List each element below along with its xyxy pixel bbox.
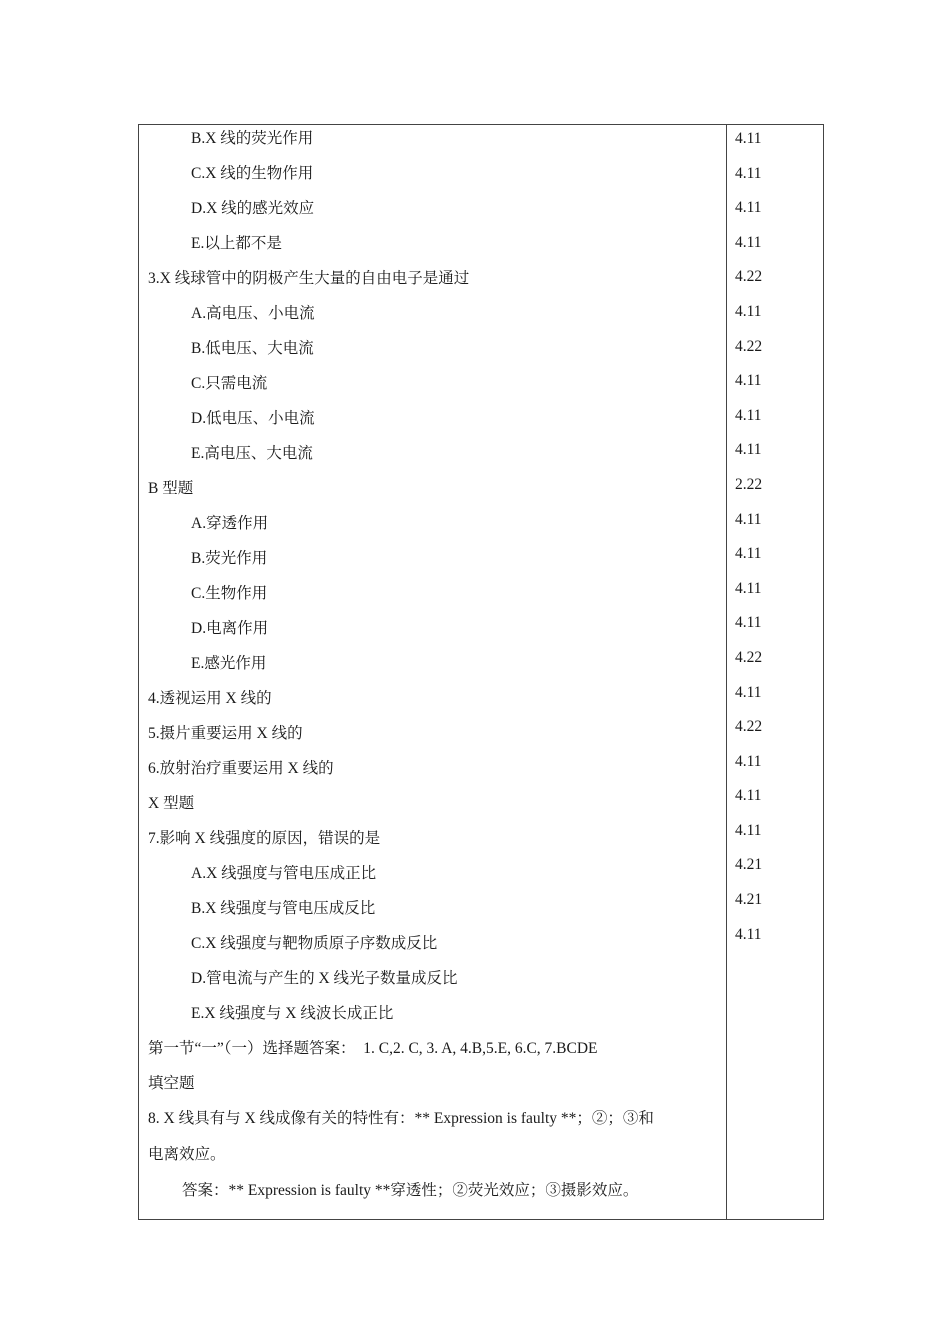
text-line: B.X 线的荧光作用 — [191, 130, 314, 147]
value-cell: 4.11 — [735, 925, 762, 943]
text-line: 5.摄片重要运用 X 线的 — [148, 725, 303, 742]
value-cell: 4.11 — [735, 510, 762, 528]
text-line: 4.透视运用 X 线的 — [148, 690, 272, 707]
text-line: 3.X 线球管中的阴极产生大量的自由电子是通过 — [148, 270, 470, 287]
text-line: E.X 线强度与 X 线波长成正比 — [191, 1005, 394, 1022]
text-line: C.X 线的生物作用 — [191, 165, 314, 182]
text-line: 6.放射治疗重要运用 X 线的 — [148, 760, 334, 777]
value-cell: 2.22 — [735, 475, 763, 493]
value-cell: 4.11 — [735, 130, 762, 147]
value-cell: 4.11 — [735, 545, 762, 563]
text-line: 8. X 线具有与 X 线成像有关的特性有：** Expression is faulty **；②；③和 — [148, 1110, 654, 1127]
text-line: 电离效应。 — [148, 1146, 226, 1163]
text-line: 答案：** Expression is faulty **穿透性；②荧光效应；③摄影效应。 — [182, 1182, 639, 1199]
value-cell: 4.11 — [735, 164, 762, 182]
text-line: X 型题 — [148, 795, 195, 812]
text-line: A.高电压、小电流 — [191, 305, 315, 322]
value-cell: 4.22 — [735, 268, 763, 286]
text-line: C.生物作用 — [191, 585, 268, 602]
value-column — [727, 125, 823, 1219]
text-line: B.低电压、大电流 — [191, 340, 314, 357]
value-cell: 4.11 — [735, 233, 762, 251]
value-cell: 4.22 — [735, 718, 763, 736]
value-cell: 4.11 — [735, 372, 762, 390]
text-line: D.X 线的感光效应 — [191, 200, 315, 217]
value-cell: 4.21 — [735, 856, 763, 874]
text-line: B.X 线强度与管电压成反比 — [191, 900, 376, 917]
value-cell: 4.11 — [735, 752, 762, 770]
text-line: C.X 线强度与靶物质原子序数成反比 — [191, 935, 438, 952]
text-line: E.感光作用 — [191, 655, 267, 672]
text-line: 7.影响 X 线强度的原因，错误的是 — [148, 830, 381, 847]
value-cell: 4.11 — [735, 302, 762, 320]
text-line: 填空题 — [148, 1075, 195, 1092]
value-cell: 4.11 — [735, 614, 762, 632]
question-column — [139, 125, 727, 1219]
value-cell: 4.11 — [735, 787, 762, 805]
text-line: E.以上都不是 — [191, 235, 282, 252]
text-line: A.X 线强度与管电压成正比 — [191, 865, 377, 882]
text-line: B 型题 — [148, 480, 194, 497]
value-cell: 4.22 — [735, 648, 763, 666]
text-line: C.只需电流 — [191, 375, 268, 392]
value-cell: 4.11 — [735, 579, 762, 597]
text-line: D.管电流与产生的 X 线光子数量成反比 — [191, 970, 458, 987]
value-cell: 4.11 — [735, 406, 762, 424]
text-line: B.荧光作用 — [191, 550, 268, 567]
value-cell: 4.11 — [735, 441, 762, 459]
text-line: E.高电压、大电流 — [191, 445, 313, 462]
value-cell: 4.22 — [735, 337, 763, 355]
value-cell: 4.11 — [735, 821, 762, 839]
text-line: D.低电压、小电流 — [191, 410, 315, 427]
content-table — [138, 124, 824, 1220]
value-cell: 4.21 — [735, 891, 763, 909]
text-line: D.电离作用 — [191, 620, 269, 637]
text-line: A.穿透作用 — [191, 515, 269, 532]
value-cell: 4.11 — [735, 199, 762, 217]
text-line: 第一节“一”（一）选择题答案： 1. C,2. C, 3. A, 4.B,5.E, 6.C, 7.BCDE — [148, 1040, 598, 1057]
value-cell: 4.11 — [735, 683, 762, 701]
